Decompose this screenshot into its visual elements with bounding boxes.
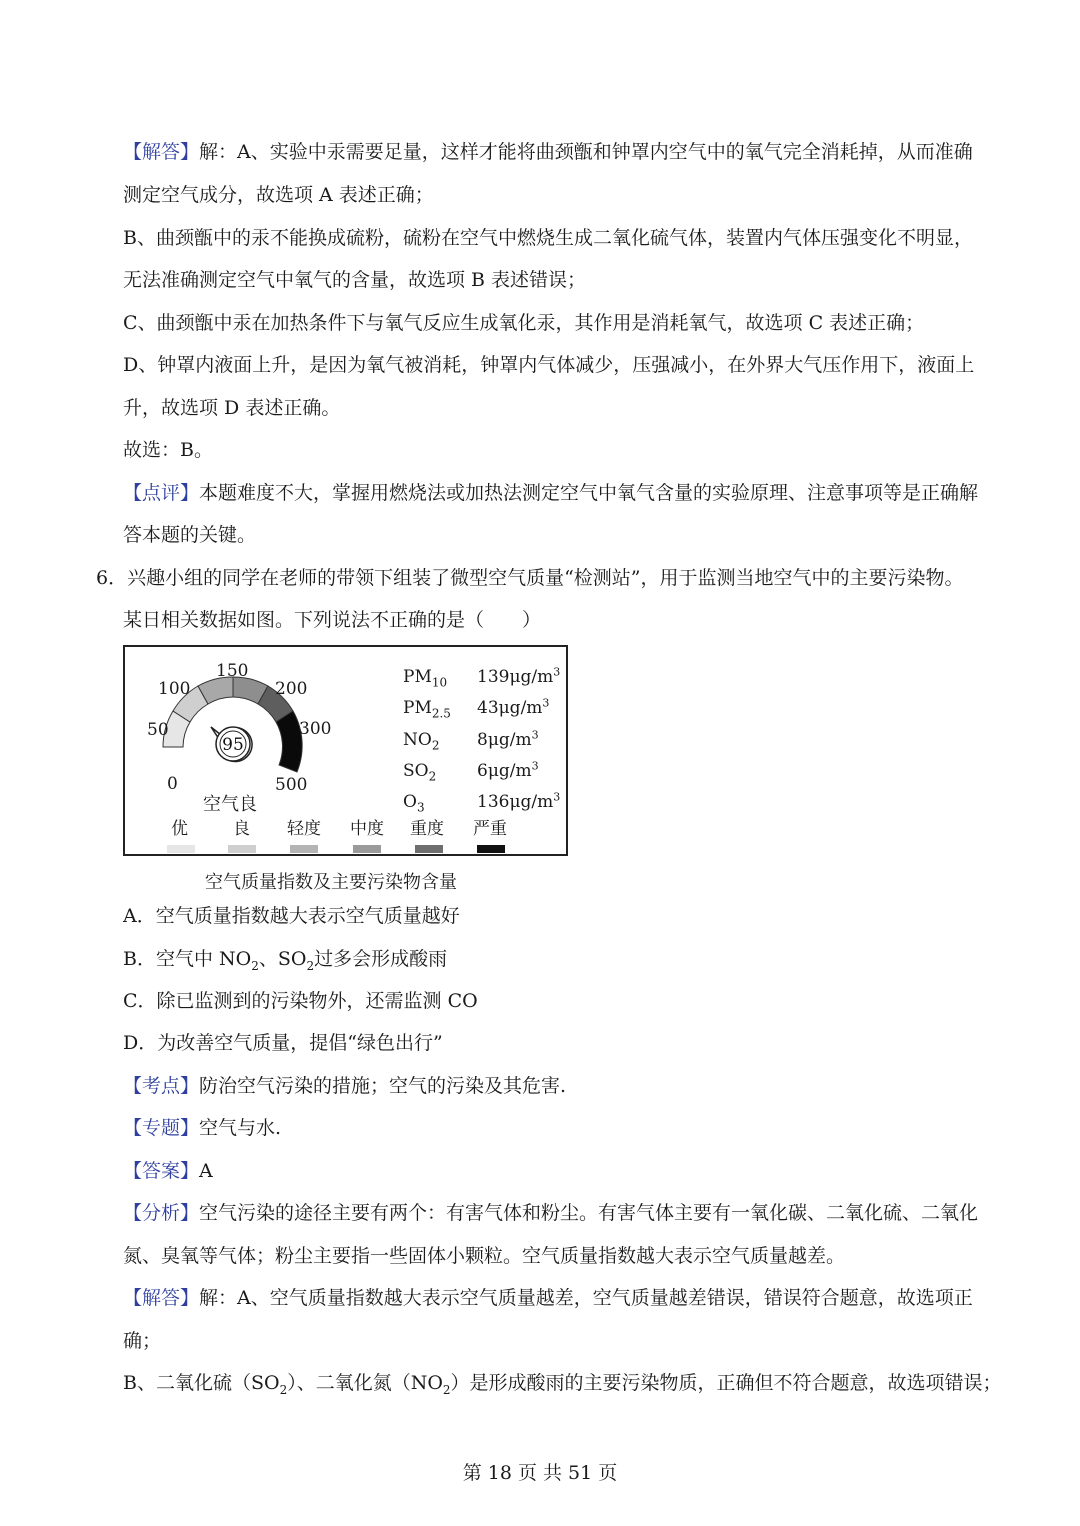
jieda-tag: 【解答】 — [123, 141, 200, 163]
page-footer: 第 18 页 共 51 页 — [462, 1462, 618, 1484]
gauge-value: 95 — [222, 735, 244, 755]
prev-choose: 故选：B。 — [123, 439, 213, 461]
gauge-tick-50: 50 — [147, 720, 169, 740]
level-swatch — [228, 845, 256, 853]
pollutant-name: $SO_2$ — [403, 761, 437, 784]
level-swatch — [167, 845, 195, 853]
pollutant-name: $PM_{2.5}$ — [403, 698, 451, 721]
level-label: 严重 — [473, 819, 507, 839]
gauge-tick-100: 100 — [158, 679, 191, 699]
pollutant-value: $136\mu g/m^3$ — [477, 790, 561, 812]
jieda-line3: B、二氧化硫$(SO_2)$、二氧化氮$(NO_2)$是形成酸雨的主要污染物质，正确但不符合题意，故选项错误； — [123, 1372, 1002, 1397]
gauge-tick-300: 300 — [299, 719, 332, 739]
gauge-status-label: 空气良 — [203, 794, 257, 815]
figure-caption: 空气质量指数及主要污染物含量 — [205, 872, 457, 893]
pollutant-value: $6\mu g/m^3$ — [477, 759, 539, 781]
level-label: 优 — [171, 819, 188, 839]
option-a: A．空气质量指数越大表示空气质量越好 — [123, 905, 460, 927]
prev-jieda-line6: D、钟罩内液面上升，是因为氧气被消耗，钟罩内气体减少，压强减小，在外界大气压作用下，液面上 — [123, 354, 975, 376]
pollutant-name: $O_3$ — [403, 792, 425, 815]
pollutant-value: $8\mu g/m^3$ — [477, 728, 539, 750]
dianping-line2: 答本题的关键。 — [123, 524, 257, 546]
prev-jieda-line3: B、曲颈甑中的汞不能换成硫粉，硫粉在空气中燃烧生成二氧化硫气体，装置内气体压强变化不明显， — [123, 227, 973, 249]
fenxi-tag: 【分析】 — [123, 1202, 200, 1224]
daan-tag: 【答案】 — [123, 1160, 200, 1182]
level-label: 重度 — [410, 819, 444, 839]
fenxi-line2: 氮、臭氧等气体；粉尘主要指一些固体小颗粒。空气质量指数越大表示空气质量越差。 — [123, 1245, 846, 1267]
pollutant-name: $NO_2$ — [403, 730, 440, 753]
prev-jieda-line7: 升，故选项 D 表述正确。 — [123, 397, 341, 419]
jieda-line1: 【解答】解：A、空气质量指数越大表示空气质量越差，空气质量越差错误，错误符合题意，故选项正 — [123, 1287, 973, 1309]
pollutant-value: $43\mu g/m^3$ — [477, 696, 550, 718]
kaodian-tag: 【考点】 — [123, 1075, 200, 1097]
level-swatch — [415, 845, 443, 853]
air-quality-figure — [123, 645, 568, 856]
zhuanti-line: 【专题】空气与水. — [123, 1117, 282, 1139]
jieda-tag: 【解答】 — [123, 1287, 200, 1309]
question-number: 6． — [96, 567, 128, 589]
question-stem-line2: 某日相关数据如图。下列说法不正确的是（ ） — [123, 609, 542, 631]
level-swatch — [353, 845, 381, 853]
level-label: 中度 — [350, 819, 384, 839]
option-c: C．除已监测到的污染物外，还需监测 CO — [123, 990, 478, 1012]
option-d: D．为改善空气质量，提倡“绿色出行” — [123, 1032, 443, 1054]
daan-line: 【答案】A — [123, 1160, 213, 1182]
prev-jieda-line2: 测定空气成分，故选项 A 表述正确； — [123, 184, 434, 206]
pollutant-name: $PM_{10}$ — [403, 667, 448, 690]
jieda-line2: 确； — [123, 1330, 162, 1352]
prev-jieda-line1: 【解答】解：A、实验中汞需要足量，这样才能将曲颈甑和钟罩内空气中的氧气完全消耗掉，从而准确 — [123, 141, 973, 163]
gauge-tick-200: 200 — [275, 679, 308, 699]
level-swatch — [477, 845, 505, 853]
dianping-tag: 【点评】 — [123, 482, 200, 504]
kaodian-line: 【考点】防治空气污染的措施；空气的污染及其危害. — [123, 1075, 567, 1097]
level-label: 良 — [233, 819, 250, 839]
gauge-tick-500: 500 — [275, 775, 308, 795]
gauge-tick-0: 0 — [167, 774, 178, 794]
question-stem-line1: 6．兴趣小组的同学在老师的带领下组装了微型空气质量“检测站”，用于监测当地空气中的主要污染物。 — [96, 567, 964, 589]
level-swatch — [290, 845, 318, 853]
level-label: 轻度 — [287, 819, 321, 839]
prev-jieda-line5: C、曲颈甑中汞在加热条件下与氧气反应生成氧化汞，其作用是消耗氧气，故选项 C 表述正确； — [123, 312, 925, 334]
fenxi-line1: 【分析】空气污染的途径主要有两个：有害气体和粉尘。有害气体主要有一氧化碳、二氧化硫、二氧化 — [123, 1202, 979, 1224]
dianping-line1: 【点评】本题难度不大，掌握用燃烧法或加热法测定空气中氧气含量的实验原理、注意事项等是正确解 — [123, 482, 979, 504]
prev-jieda-line4: 无法准确测定空气中氧气的含量，故选项 B 表述错误； — [123, 269, 587, 291]
gauge-tick-150: 150 — [216, 661, 249, 681]
pollutant-value: $139\mu g/m^3$ — [477, 665, 561, 687]
option-b: B．空气中 $NO_2$、$SO_2$过多会形成酸雨 — [123, 948, 448, 973]
zhuanti-tag: 【专题】 — [123, 1117, 200, 1139]
